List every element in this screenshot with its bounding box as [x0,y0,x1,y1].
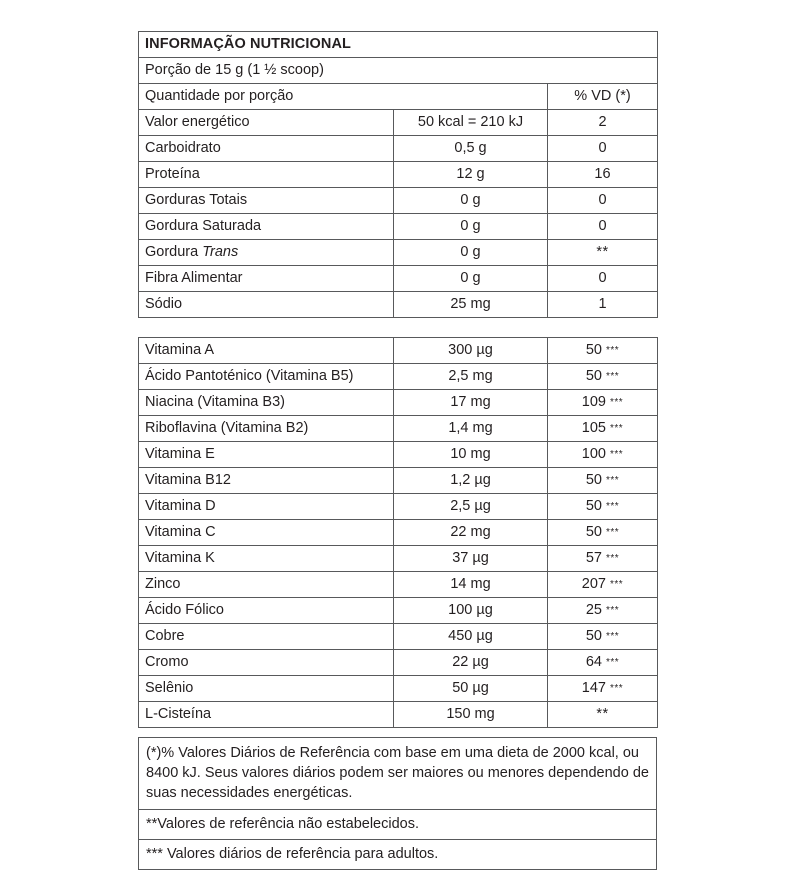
nutrient-name: L-Cisteína [139,702,394,728]
nutrient-dv-footnote-mark: *** [605,526,620,538]
footnote-adults: *** Valores diários de referência para adultos. [139,840,657,870]
nutrient-dv: 1 [548,292,658,318]
nutrient-name: Fibra Alimentar [139,266,394,292]
table-row [139,390,658,416]
nutrient-name: Vitamina C [139,520,394,546]
nutrient-dv: 0 [548,188,658,214]
table-row [139,572,658,598]
nutrient-dv-value: 50 [585,523,602,540]
nutrient-amount: 0 g [394,240,548,266]
nutrient-dv-footnote-mark: *** [610,682,624,694]
footnotes-table [138,737,657,870]
amount-per-serving-header: Quantidade por porção [139,84,548,110]
nutrient-dv-footnote-mark: *** [610,578,624,590]
footnote-row-not-established [139,810,657,840]
nutrient-name: Zinco [139,572,394,598]
nutrient-dv-footnote-mark: *** [605,656,620,668]
nutrient-dv: 2 [548,110,658,136]
table-row [139,292,658,318]
table-row [139,416,658,442]
nutrient-dv-footnote-mark: *** [605,500,620,512]
table-row [139,676,658,702]
nutrient-name: Gordura Saturada [139,214,394,240]
table-row [139,188,658,214]
nutrient-dv-footnote-mark: *** [605,630,620,642]
table-row [139,624,658,650]
nutrient-dv [548,520,658,546]
nutrient-dv-value: 109 [581,393,606,410]
nutrient-name-italic: Trans [202,243,239,260]
nutrient-dv [548,546,658,572]
nutrient-dv: ** [548,240,658,266]
micronutrient-table [138,337,658,728]
nutrient-name: Vitamina K [139,546,394,572]
nutrient-dv-value: 105 [581,419,606,436]
nutrient-amount: 17 mg [394,390,548,416]
table-row [139,520,658,546]
nutrient-amount: 1,4 mg [394,416,548,442]
nutrient-dv: 0 [548,136,658,162]
nutrient-dv-value: 50 [585,497,602,514]
table-row [139,650,658,676]
nutrient-amount: 0 g [394,188,548,214]
table-row [139,162,658,188]
nutrient-amount: 100 µg [394,598,548,624]
nutrient-name: Vitamina A [139,338,394,364]
nutrient-dv-value: 57 [585,549,602,566]
nutrient-amount: 2,5 µg [394,494,548,520]
main-table-body [139,32,658,318]
nutrient-amount: 50 kcal = 210 kJ [394,110,548,136]
nutrient-name [139,240,394,266]
nutrient-amount: 37 µg [394,546,548,572]
nutrient-dv-footnote-mark: *** [610,448,624,460]
nutrient-name: Cobre [139,624,394,650]
nutrient-name: Vitamina D [139,494,394,520]
nutrient-name: Valor energético [139,110,394,136]
table-row [139,468,658,494]
nutrient-dv-footnote-mark: *** [605,370,620,382]
nutrient-name: Selênio [139,676,394,702]
table-row [139,494,658,520]
nutrient-dv [548,338,658,364]
nutrient-dv [548,364,658,390]
nutrient-dv [548,442,658,468]
nutrient-dv-value: 64 [585,653,602,670]
table-row [139,240,658,266]
main-nutrition-table [138,31,658,318]
table-row [139,364,658,390]
nutrient-dv-value: 207 [581,575,606,592]
nutrient-dv [548,624,658,650]
nutrient-dv [548,468,658,494]
nutrient-amount: 0 g [394,214,548,240]
percent-dv-header: % VD (*) [548,84,658,110]
nutrient-amount: 450 µg [394,624,548,650]
nutrient-name: Niacina (Vitamina B3) [139,390,394,416]
nutrient-amount: 0 g [394,266,548,292]
footnote-row-daily-values [139,738,657,810]
nutrient-name: Vitamina B12 [139,468,394,494]
nutrient-amount: 2,5 mg [394,364,548,390]
nutrient-dv [548,416,658,442]
nutrient-dv: 0 [548,214,658,240]
micronutrient-table-body [139,338,658,728]
nutrition-label [138,31,657,870]
footnote-not-established: **Valores de referência não estabelecidos. [139,810,657,840]
nutrient-dv [548,598,658,624]
nutrient-amount: 300 µg [394,338,548,364]
nutrient-name: Proteína [139,162,394,188]
serving-row [139,58,658,84]
nutrient-dv [548,650,658,676]
footnote-row-adults [139,840,657,870]
table-row [139,702,658,728]
nutrient-name: Sódio [139,292,394,318]
nutrient-dv-footnote-mark: *** [610,422,624,434]
nutrient-amount: 50 µg [394,676,548,702]
table-row [139,214,658,240]
nutrient-amount: 25 mg [394,292,548,318]
table-separator [138,318,657,337]
table-row [139,136,658,162]
nutrient-name-prefix: Gordura [145,243,203,260]
nutrient-dv-footnote-mark: *** [605,344,620,356]
nutrient-dv-value: 50 [585,627,602,644]
column-header-row [139,84,658,110]
nutrient-dv: 16 [548,162,658,188]
table-row [139,338,658,364]
table-row [139,266,658,292]
nutrient-amount: 1,2 µg [394,468,548,494]
nutrient-name: Riboflavina (Vitamina B2) [139,416,394,442]
nutrient-dv [548,494,658,520]
nutrient-amount: 22 µg [394,650,548,676]
nutrient-dv [548,390,658,416]
nutrient-name: Cromo [139,650,394,676]
nutrient-dv-value: 50 [585,471,602,488]
title-row [139,32,658,58]
nutrient-amount: 0,5 g [394,136,548,162]
table-row [139,442,658,468]
nutrient-name: Vitamina E [139,442,394,468]
nutrient-amount: 22 mg [394,520,548,546]
nutrient-amount: 150 mg [394,702,548,728]
nutrient-amount: 14 mg [394,572,548,598]
nutrient-dv-footnote-mark: *** [610,396,624,408]
table-row [139,546,658,572]
nutrient-dv [548,572,658,598]
nutrient-dv: ** [548,702,658,728]
nutrient-dv-footnote-mark: *** [605,474,620,486]
page-title: INFORMAÇÃO NUTRICIONAL [139,32,658,58]
table-row [139,110,658,136]
nutrient-dv-value: 100 [581,445,606,462]
serving-size-text: Porção de 15 g (1 ½ scoop) [139,58,658,84]
nutrient-dv-footnote-mark: *** [605,552,620,564]
nutrient-name: Ácido Pantoténico (Vitamina B5) [139,364,394,390]
nutrient-dv-value: 50 [585,341,602,358]
footnotes-body [139,738,657,870]
nutrient-dv-value: 25 [585,601,602,618]
nutrient-dv-value: 50 [585,367,602,384]
nutrient-amount: 10 mg [394,442,548,468]
footnote-daily-values: (*)% Valores Diários de Referência com base em uma dieta de 2000 kcal, ou 8400 kJ. Seus valores diários podem ser maiores ou menores dependendo de suas necessidades energéticas. [139,738,657,810]
table-row [139,598,658,624]
nutrient-dv-value: 147 [581,679,606,696]
nutrient-dv: 0 [548,266,658,292]
nutrient-amount: 12 g [394,162,548,188]
nutrient-dv-footnote-mark: *** [605,604,620,616]
nutrient-name: Carboidrato [139,136,394,162]
nutrient-name: Gorduras Totais [139,188,394,214]
nutrient-dv [548,676,658,702]
nutrient-name: Ácido Fólico [139,598,394,624]
